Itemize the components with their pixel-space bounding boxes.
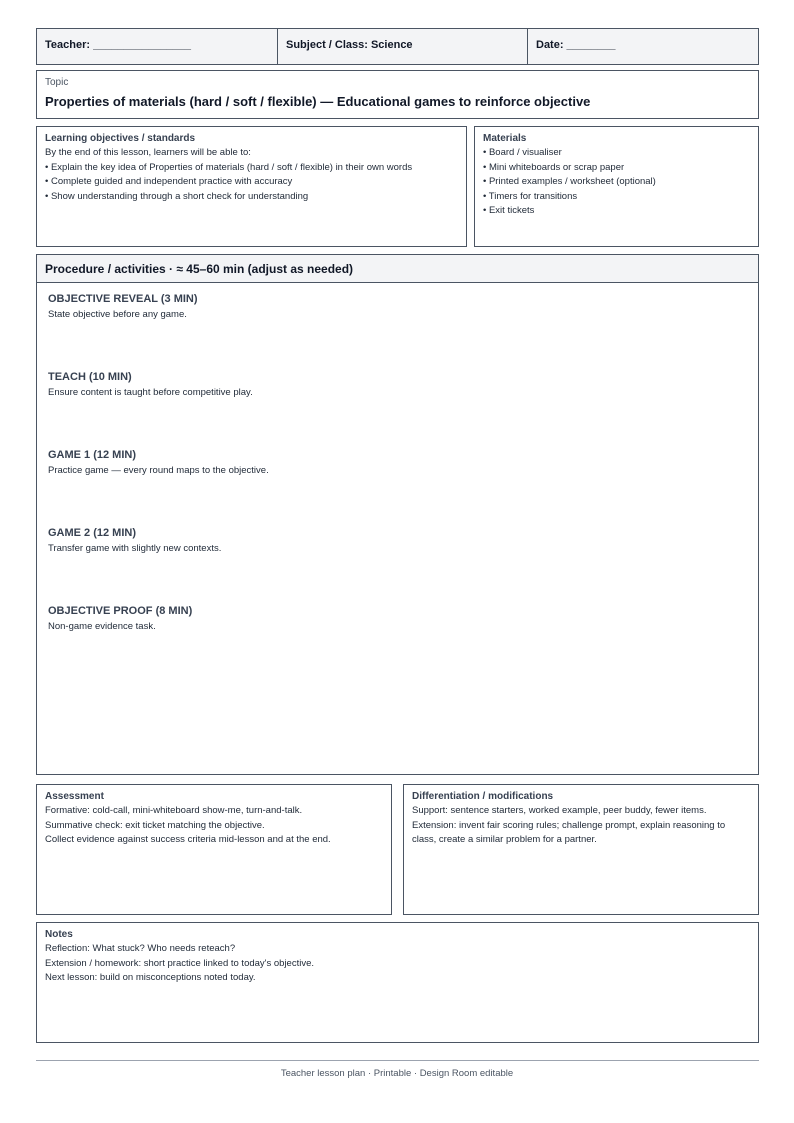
differentiation-label: Differentiation / modifications [412,791,554,802]
notes-line: Extension / homework: short practice linked to today's objective. [45,957,315,969]
assessment-label: Assessment [45,791,104,802]
step-description: Non-game evidence task. [48,621,156,632]
assessment-line: Summative check: exit ticket matching the objective. [45,819,265,831]
differentiation-line: class, create a similar problem for a partner. [412,834,597,845]
assessment-section [36,784,392,915]
topic-section [36,70,759,119]
step-title: OBJECTIVE REVEAL (3 MIN) [48,293,198,305]
teacher-field[interactable]: Teacher: ________________ [45,39,191,51]
notes-label: Notes [45,929,73,940]
objectives-line: • Explain the key idea of Properties of materials (hard / soft / flexible) in their own words [45,161,413,173]
objectives-line: • Show understanding through a short check for understanding [45,190,309,202]
header-row [36,28,759,65]
assessment-line: Collect evidence against success criteria mid-lesson and at the end. [45,834,331,845]
step-title: GAME 1 (12 MIN) [48,449,137,461]
topic-title: Properties of materials (hard / soft / flexible) — Educational games to reinforce objective [45,94,591,109]
materials-label: Materials [483,133,527,144]
materials-item: • Board / visualiser [483,147,562,158]
procedure-heading: Procedure / activities · ≈ 45–60 min (adjust as needed) [37,255,758,283]
notes-line: Reflection: What stuck? Who needs reteach? [45,943,236,954]
step-description: Transfer game with slightly new contexts. [48,543,222,554]
procedure-section [36,254,759,775]
materials-item: • Printed examples / worksheet (optional) [483,176,656,187]
objectives-label: Learning objectives / standards [45,133,196,144]
differentiation-section [403,784,759,915]
objectives-line: • Complete guided and independent practice with accuracy [45,176,293,187]
differentiation-line: Extension: invent fair scoring rules; challenge prompt, explain reasoning to [412,819,726,831]
footer-divider [36,1060,759,1061]
notes-section [36,922,759,1043]
assessment-line: Formative: cold-call, mini-whiteboard show-me, turn-and-talk. [45,805,303,816]
materials-item: • Mini whiteboards or scrap paper [483,161,625,173]
topic-label: Topic [45,77,69,88]
subject-field[interactable]: Subject / Class: Science [286,39,413,51]
differentiation-line: Support: sentence starters, worked example, peer buddy, fewer items. [412,805,707,816]
step-description: State objective before any game. [48,309,187,320]
step-title: GAME 2 (12 MIN) [48,527,137,539]
objectives-line: By the end of this lesson, learners will be able to: [45,147,251,158]
procedure-step [48,605,192,632]
materials-item: • Timers for transitions [483,190,578,202]
date-field[interactable]: Date: ________ [536,39,616,51]
notes-line: Next lesson: build on misconceptions noted today. [45,972,256,983]
procedure-step [48,371,253,398]
procedure-step [48,293,198,320]
materials-section [474,126,759,247]
step-description: Practice game — every round maps to the objective. [48,465,269,476]
procedure-step [48,449,269,476]
footer-text: Teacher lesson plan · Printable · Design Room editable [280,1068,514,1079]
step-description: Ensure content is taught before competitive play. [48,387,253,398]
step-title: OBJECTIVE PROOF (8 MIN) [48,605,193,617]
objectives-section [36,126,467,247]
step-title: TEACH (10 MIN) [48,371,132,383]
materials-item: • Exit tickets [483,205,535,216]
procedure-step [48,527,221,554]
